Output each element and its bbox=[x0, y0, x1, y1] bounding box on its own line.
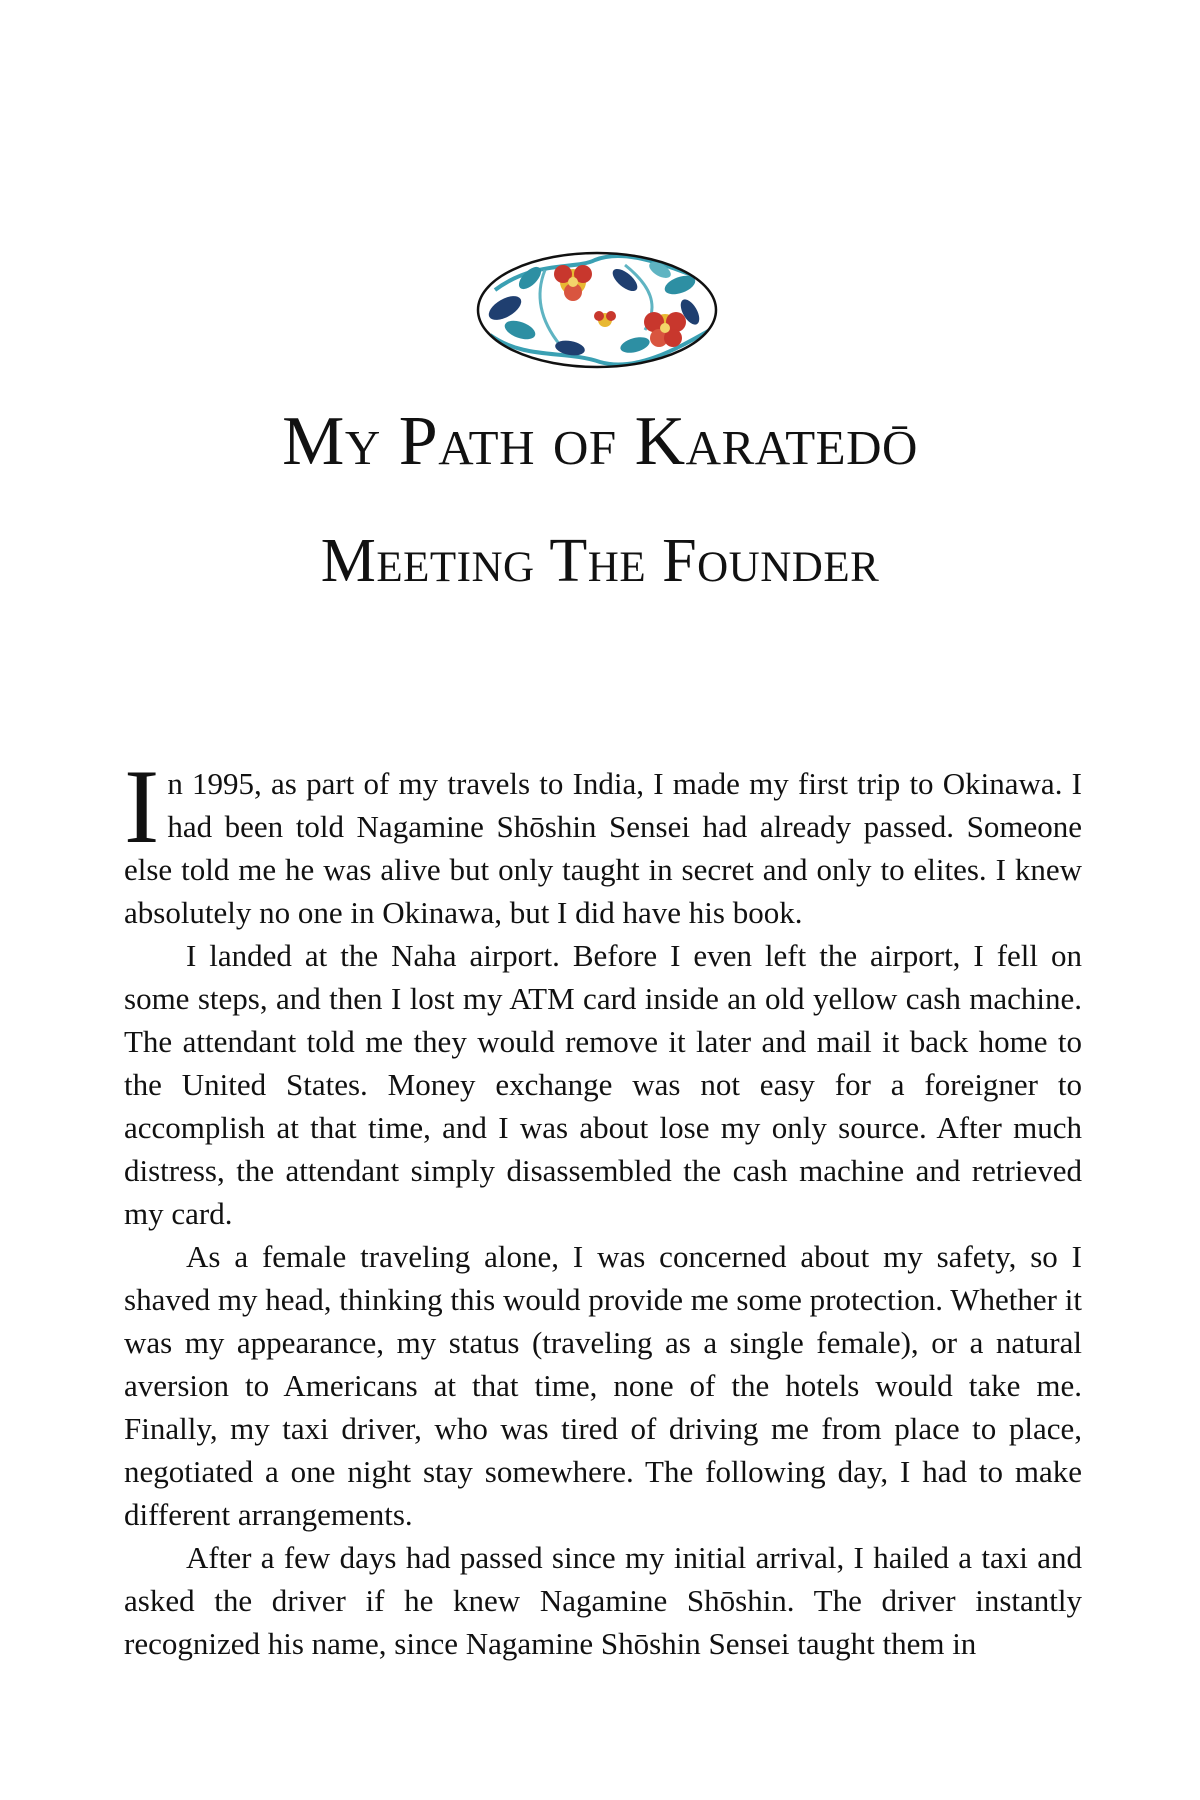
drop-cap: I bbox=[124, 748, 160, 865]
paragraph-1 bbox=[124, 748, 1082, 934]
paragraph-3: As a female traveling alone, I was concerned about my safety, so I shaved my head, thinking this would provide me some protection. Whether it was my appearance, my status (traveling as a single female), or a natural aversion to Americans at that time, none of the hotels would take me. Finally, my taxi driver, who was tired of driving me from place to place, negotiated a one night stay somewhere. The following day, I had to make different arrangements. bbox=[124, 1239, 1082, 1532]
paragraph-4: After a few days had passed since my initial arrival, I hailed a taxi and asked the driver if he knew Nagamine Shōshin. The driver instantly recognized his name, since Nagamine Shōshin Sensei taught them in bbox=[124, 1540, 1082, 1661]
oval-floral-ornament-icon bbox=[475, 250, 719, 370]
paragraph-2: I landed at the Naha airport. Before I even left the airport, I fell on some steps, and then I lost my ATM card inside an old yellow cash machine. The attendant told me they would remove it later and mail it back home to the United States. Money exchange was not easy for a foreigner to accomplish at that time, and I was about lose my only source. After much distress, the attendant simply disassembled the cash machine and retrieved my card. bbox=[124, 938, 1082, 1231]
paragraph-1-text: n 1995, as part of my travels to India, I made my first trip to Okinawa. I had been told Nagamine Shōshin Sensei had already passed. Someone else told me he was alive but only taught in secret and only to elites. I knew absolutely no one in Okinawa, but I did have his book. bbox=[124, 766, 1082, 930]
page-title: My Path of Karatedō bbox=[282, 403, 918, 480]
body-text bbox=[124, 748, 1082, 1665]
page-subtitle: Meeting The Founder bbox=[320, 527, 880, 595]
